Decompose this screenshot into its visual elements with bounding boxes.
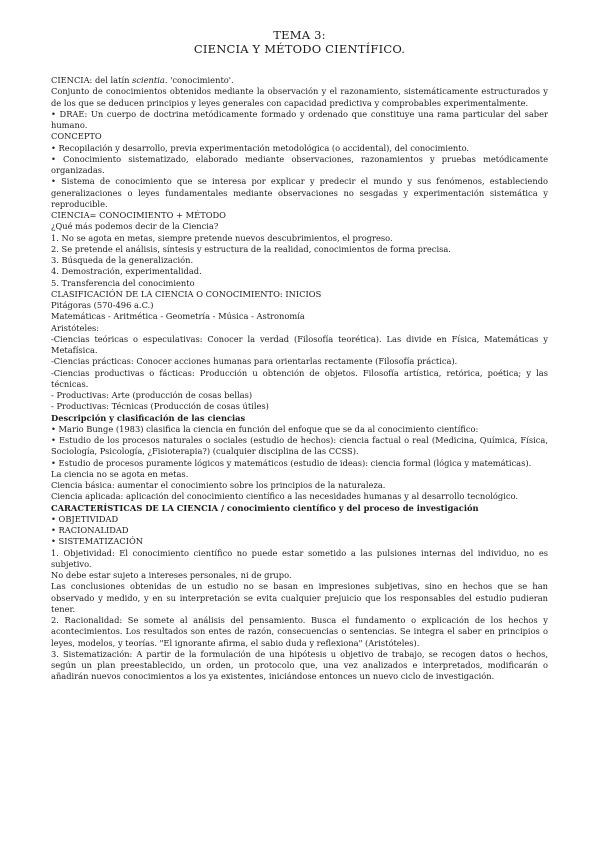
caracteristicas-heading: CARACTERÍSTICAS DE LA CIENCIA / conocimiento científico y del proceso de investigación (51, 502, 479, 513)
ciencia-note: La ciencia no se agota en metas. (51, 468, 189, 479)
document-title (51, 28, 548, 56)
ciencia-definition: Conjunto de conocimientos obtenidos mediante la observación y el razonamiento, sistemáticamente estructurados y de los que se deducen principios y leyes generales con capacidad predictiva y comprobables experimentalmente. (51, 86, 548, 108)
ciencia-basica: Ciencia básica: aumentar el conocimiento sobre los principios de la naturaleza. (51, 480, 386, 490)
objetividad-note: No debe estar sujeto a intereses personales, ni de grupo. (51, 570, 292, 580)
numbered-item: 1. No se agota en metas, siempre pretende nuevos descubrimientos, el progreso. (51, 232, 393, 243)
sistematizacion-paragraph: 3. Sistematización: A partir de la formulación de una hipótesis u objetivo de trabajo, se recogen datos o hechos, según un plan preestablecido, un orden, un protocolo que, una vez analizados e interpretados, modificarán o añadirán nuevos conocimientos a los ya existentes, iniciándose entonces un nuevo ciclo de investigación. (51, 648, 548, 682)
caracteristica-item: • RACIONALIDAD (51, 525, 129, 535)
bunge-line: • Mario Bunge (1983) clasifica la ciencia en función del enfoque que se da al conocimiento científico: (51, 423, 479, 434)
aristoteles-line: Aristóteles: (51, 322, 100, 333)
pitagoras-disciplines: Matemáticas - Aritmética - Geometría - Música - Astronomía (51, 311, 305, 322)
pitagoras-line: Pitágoras (570-496 a.C.) (51, 300, 154, 310)
ciencia-aplicada: Ciencia aplicada: aplicación del conocimiento científico a las necesidades humanas y al desarrollo tecnológico. (51, 491, 519, 502)
ciencia-etymology (51, 75, 548, 86)
descripcion-heading: Descripción y clasificación de las ciencias (51, 412, 246, 423)
text-span: CIENCIA: del latín (51, 75, 133, 85)
concepto-item: • Conocimiento sistematizado, elaborado mediante observaciones, razonamientos y pruebas metódicamente organizadas. (51, 153, 548, 175)
numbered-item: 2. Se pretende el análisis, síntesis y estructura de la realidad, conocimientos de forma precisa. (51, 243, 451, 254)
numbered-item: 5. Transferencia del conocimiento (51, 277, 195, 288)
ciencia-formula: CIENCIA= CONOCIMIENTO + MÉTODO (51, 210, 226, 220)
caracteristica-item: • OBJETIVIDAD (51, 513, 119, 524)
bunge-item: • Estudio de procesos puramente lógicos y matemáticos (estudio de ideas): ciencia formal (lógica y matemáticas). (51, 457, 532, 468)
concepto-item: • Recopilación y desarrollo, previa experimentación metodológica (o accidental), del conocimiento. (51, 142, 470, 153)
document-body (51, 75, 548, 683)
aristoteles-item: -Ciencias teóricas o especulativas: Conocer la verdad (Filosofía teorética). Las divide en Física, Matemáticas y Metafísica. (51, 333, 548, 355)
caracteristica-item: • SISTEMATIZACIÓN (51, 536, 144, 547)
aristoteles-item: -Ciencias prácticas: Conocer acciones humanas para orientarlas rectamente (Filosofía práctica). (51, 356, 458, 367)
numbered-item: 4. Demostración, experimentalidad. (51, 266, 202, 277)
title-line-1: TEMA 3: (273, 28, 326, 42)
concepto-heading: CONCEPTO (51, 131, 102, 142)
productivas-item: - Productivas: Técnicas (Producción de cosas útiles) (51, 401, 269, 412)
text-span: . 'conocimiento'. (164, 75, 234, 85)
concepto-item: • Sistema de conocimiento que se interesa por explicar y predecir el mundo y sus fenómenos, estableciendo generalizaciones o leyes fundamentales mediante observaciones no sesgadas y experimentación sistemática y reproducible. (51, 176, 548, 209)
aristoteles-item: -Ciencias productivas o fácticas: Producción u obtención de objetos. Filosofía artística, retórica, poética; y las técnicas. (51, 367, 548, 389)
objetividad-paragraph: 1. Objetividad: El conocimiento científico no puede estar sometido a las pulsiones internas del individuo, no es subjetivo. (51, 547, 548, 569)
racionalidad-paragraph: 2. Racionalidad: Se somete al análisis del pensamiento. Busca el fundamento o explicación de los hechos y acontecimientos. Los resultados son entes de razón, consecuencias o sentencias. Se integra el saber en principios o leyes, modelos, y teorías. "El ignorante afirma, el sabio duda y reflexiona" (Aristóteles). (51, 615, 548, 648)
question-line: ¿Qué más podemos decir de la Ciencia? (51, 221, 219, 232)
conclusiones-paragraph: Las conclusiones obtenidas de un estudio no se basan en impresiones subjetivas, sino en hechos que se han observado y medido, y en su interpretación se evita cualquier prejuicio que los responsables del estudio pudieran tener. (51, 581, 548, 614)
text-span-italic: scientia (132, 75, 165, 85)
clasificacion-heading: CLASIFICACIÓN DE LA CIENCIA O CONOCIMIENTO: INICIOS (51, 288, 322, 299)
drae-definition: • DRAE: Un cuerpo de doctrina metódicamente formado y ordenado que constituye una rama particular del saber humano. (51, 108, 548, 130)
document-page (51, 28, 548, 683)
title-line-2: CIENCIA Y MÉTODO CIENTÍFICO. (193, 42, 406, 56)
bunge-item: • Estudio de los procesos naturales o sociales (estudio de hechos): ciencia factual o real (Medicina, Química, Física, Sociología, Psicología, ¿Fisioterapia?) (cualquier disciplina de las CCSS). (51, 435, 548, 457)
numbered-item: 3. Búsqueda de la generalización. (51, 255, 194, 265)
productivas-item: - Productivas: Arte (producción de cosas bellas) (51, 390, 253, 400)
